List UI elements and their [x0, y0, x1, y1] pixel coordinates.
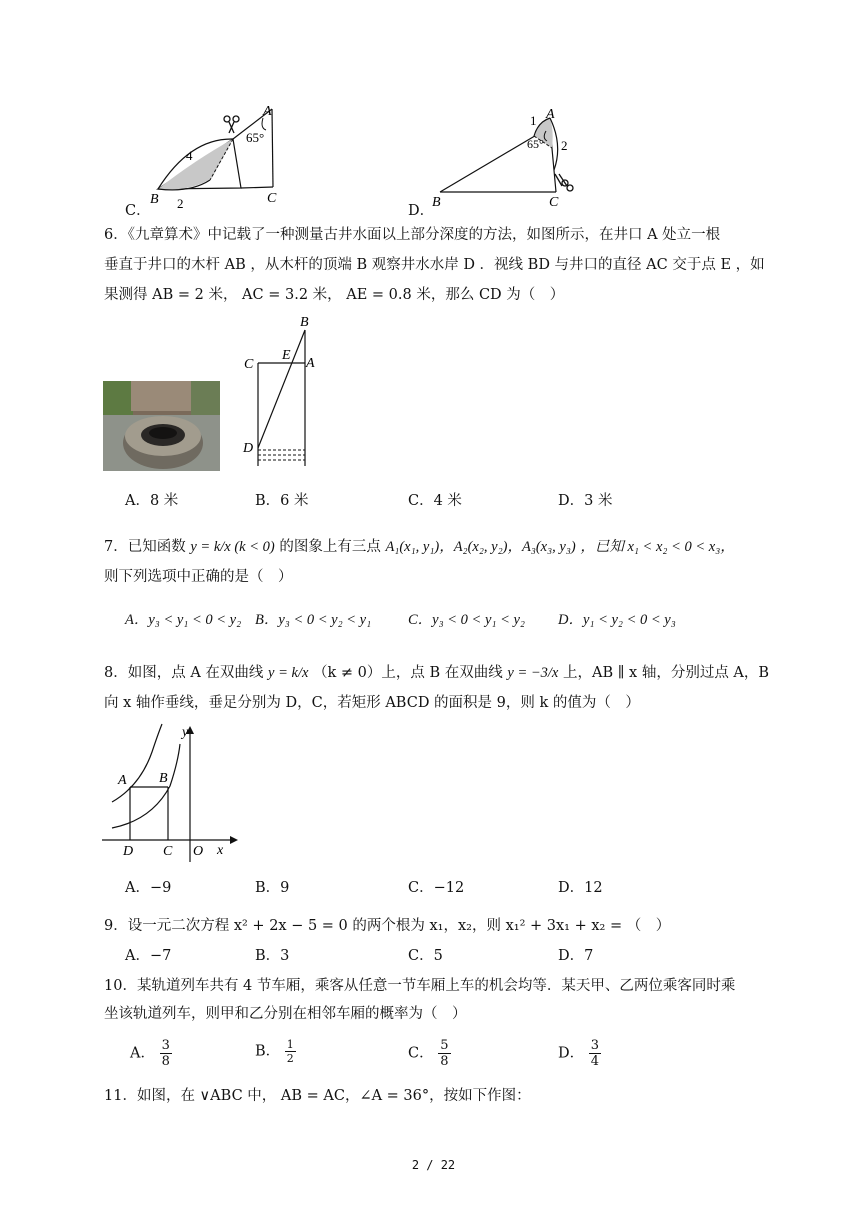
- well-photo-svg: [103, 381, 220, 471]
- q10-option-b-fraction: $\frac{1}{2}$: [286, 1038, 294, 1065]
- q5-figure-d-svg: [428, 100, 588, 215]
- q5-figure-d: [428, 100, 588, 215]
- q7-line-1: [104, 536, 735, 558]
- q10-option-d: [558, 1038, 601, 1069]
- q8-function-1: y = k/x: [268, 665, 309, 681]
- q8-line-1: [104, 662, 769, 684]
- q8-figure-svg: [100, 722, 240, 867]
- q6-figure: [240, 310, 320, 475]
- q10-line-2: 坐该轨道列车，则甲和乙分别在相邻车厢的概率为（ ）: [104, 1006, 467, 1022]
- q7-intro-b: 的图象上有三点: [279, 539, 381, 555]
- label-2: 2: [561, 138, 568, 153]
- label-c: C: [163, 844, 173, 859]
- label-4: 4: [186, 148, 193, 163]
- q7-option-a: A．y₃ < y₁ < 0 < y₂: [125, 612, 242, 628]
- q9-option-d: D．7: [558, 948, 594, 964]
- q8-intro: 8．如图，点 A 在双曲线: [104, 665, 264, 681]
- q7-points: A₁(x₁, y₁)，A₂(x₂, y₂)，A₃(x₃, y₃): [385, 539, 576, 555]
- q6-option-a: A．8 米: [125, 493, 179, 509]
- page-number: 2 / 22: [411, 1158, 456, 1172]
- q7-option-d: D．y₁ < y₂ < 0 < y₃: [558, 612, 676, 628]
- q11-line-1: 11．如图，在 ∨ABC 中， AB = AC，∠A = 36°，按如下作图：: [104, 1088, 531, 1104]
- label-o: O: [193, 844, 204, 859]
- q6-line-1: 6．《九章算术》中记载了一种测量古井水面以上部分深度的方法，如图所示，在井口 A 处立一根: [104, 227, 721, 243]
- label-b: B: [150, 192, 159, 207]
- label-y: y: [182, 725, 189, 740]
- q9-line-1: 9．设一元二次方程 x² + 2x − 5 = 0 的两个根为 x₁，x₂，则 x₁² + 3x₁ + x₂ = （ ）: [104, 918, 671, 934]
- well-photo: [103, 381, 220, 471]
- q8-figure: [100, 722, 240, 867]
- q10-option-d-label: D．: [558, 1045, 585, 1062]
- q7-function: y = k/x (k < 0): [190, 539, 275, 555]
- q8-line-2: 向 x 轴作垂线，垂足分别为 D，C，若矩形 ABCD 的面积是 9，则 k 的值为（ ）: [104, 695, 640, 711]
- label-1: 1: [530, 113, 537, 128]
- q8-intro-c: 上，AB ∥ x 轴，分别过点 A，B: [562, 665, 770, 681]
- q7-option-c: C．y₃ < 0 < y₁ < y₂: [408, 612, 525, 628]
- q8-option-a: A．−9: [125, 880, 172, 896]
- label-c: C: [549, 195, 559, 210]
- q8-function-2: y = −3/x: [507, 665, 559, 681]
- label-d: D: [243, 441, 254, 456]
- label-c: C: [267, 191, 277, 206]
- q10-option-c-fraction: $\frac{5}{8}$: [440, 1038, 449, 1069]
- q10-option-d-fraction: $\frac{3}{4}$: [590, 1038, 600, 1069]
- q8-option-c: C．−12: [408, 880, 465, 896]
- q9-option-c: C．5: [408, 948, 443, 964]
- label-2: 2: [177, 196, 184, 211]
- q7-option-b: B．y₃ < 0 < y₂ < y₁: [255, 612, 372, 628]
- q9-option-a: A．−7: [125, 948, 172, 964]
- q5-figure-c: [120, 100, 300, 215]
- q8-intro-b: （k ≠ 0）上，点 B 在双曲线: [313, 665, 503, 681]
- label-a: A: [306, 356, 315, 371]
- label-b: B: [432, 195, 441, 210]
- q7-intro: 7．已知函数: [104, 539, 186, 555]
- label-b: B: [159, 771, 168, 786]
- q10-line-1: 10．某轨道列车共有 4 节车厢，乘客从任意一节车厢上车的机会均等．某天甲、乙两位乘客同时乘: [104, 978, 736, 994]
- q10-option-c: [408, 1038, 451, 1069]
- q10-option-a-fraction: $\frac{3}{8}$: [161, 1038, 170, 1069]
- q6-option-d: D．3 米: [558, 493, 613, 509]
- label-c: C: [244, 357, 254, 372]
- q10-option-a: [130, 1038, 172, 1069]
- q6-option-b: B．6 米: [255, 493, 309, 509]
- q7-line-2: 则下列选项中正确的是（ ）: [104, 569, 293, 585]
- label-e: E: [282, 348, 291, 363]
- q6-line-3: 果测得 AB = 2 米， AC = 3.2 米， AE = 0.8 米，那么 CD 为（ ）: [104, 287, 565, 303]
- q8-option-b: B．9: [255, 880, 290, 896]
- label-a: A: [263, 104, 272, 119]
- label-a: A: [118, 773, 127, 788]
- scissors-icon: [224, 116, 239, 133]
- label-angle: 65°: [527, 137, 544, 151]
- q6-figure-svg: [240, 310, 320, 475]
- q6-option-c: C．4 米: [408, 493, 462, 509]
- q8-option-d: D．12: [558, 880, 603, 896]
- q5-option-c-label: C．: [125, 203, 151, 219]
- scissors-icon: [555, 174, 573, 191]
- label-b: B: [300, 315, 309, 330]
- q5-option-d-label: D．: [408, 203, 435, 219]
- q5-figure-c-svg: [120, 100, 300, 215]
- q10-option-c-label: C．: [408, 1045, 434, 1062]
- label-angle: 65°: [246, 130, 265, 145]
- label-x: x: [217, 843, 224, 858]
- q7-condition: ，已知 x₁ < x₂ < 0 < x₃，: [580, 539, 735, 555]
- label-d: D: [123, 844, 134, 859]
- q10-option-b-label: B．: [255, 1043, 281, 1060]
- q9-option-b: B．3: [255, 948, 290, 964]
- q10-option-b: [255, 1038, 296, 1065]
- q10-option-a-label: A．: [130, 1045, 155, 1062]
- label-a: A: [546, 107, 555, 122]
- q6-line-2: 垂直于井口的木杆 AB ，从木杆的顶端 B 观察井水水岸 D ．视线 BD 与井口的直径 AC 交于点 E ，如: [104, 257, 765, 273]
